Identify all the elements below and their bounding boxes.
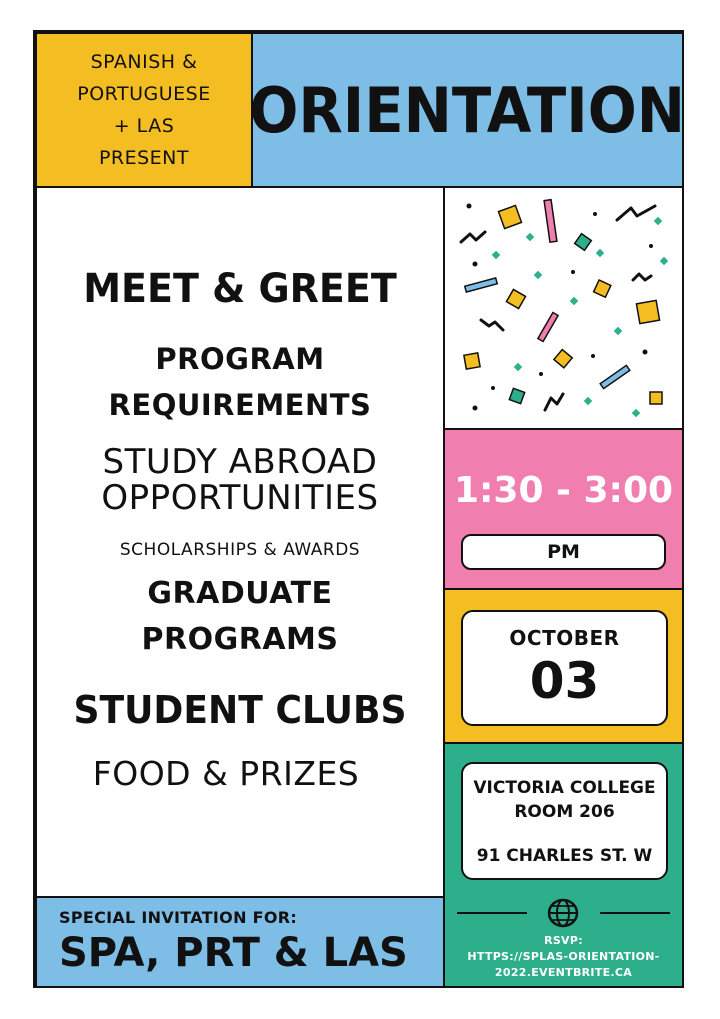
date-block [443,588,684,744]
time-block [443,428,684,590]
agenda-program-requirements-1: PROGRAM [155,342,325,376]
presenters-line: PORTUGUESE [77,83,211,105]
invitation-label: SPECIAL INVITATION FOR: [59,908,298,927]
rsvp-area [445,892,682,982]
location-room: ROOM 206 [514,802,615,822]
poster-title: ORIENTATION [249,73,686,147]
agenda-graduate-1: GRADUATE [147,576,333,611]
event-poster [33,30,684,988]
title-block [251,32,684,188]
presenters-line: + LAS [113,115,175,137]
presenters-text [77,46,210,174]
confetti-panel [443,186,684,430]
agenda-student-clubs: STUDENT CLUBS [73,688,407,732]
invitation-block [35,896,445,988]
agenda-study-abroad-1: STUDY ABROAD [102,442,378,482]
invitation-programs: SPA, PRT & LAS [59,930,408,976]
confetti-graphic [445,188,682,428]
date-box [461,610,668,726]
agenda-meet-greet: MEET & GREET [83,266,397,312]
location-address: 91 CHARLES ST. W [476,846,653,866]
rsvp-divider-right [600,912,670,914]
location-building: VICTORIA COLLEGE [473,778,656,798]
presenters-block [35,32,253,188]
date-day: 03 [529,652,600,710]
time-range: 1:30 - 3:00 [453,470,674,511]
time-period: PM [547,541,580,563]
agenda-program-requirements-2: REQUIREMENTS [108,388,372,422]
globe-icon [547,898,579,928]
rsvp-divider-left [457,912,527,914]
agenda-study-abroad-2: OPPORTUNITIES [101,478,379,518]
presenters-line: SPANISH & [90,51,198,73]
agenda-block [35,186,445,898]
rsvp-label: RSVP: [544,934,583,947]
time-period-box [461,534,666,570]
agenda-scholarships: SCHOLARSHIPS & AWARDS [119,540,361,560]
presenters-line: PRESENT [98,147,190,169]
rsvp-url-line2[interactable]: 2022.EVENTBRITE.CA [494,966,633,979]
rsvp-url-line1[interactable]: HTTPS://SPLAS-ORIENTATION- [467,950,660,963]
agenda-food-prizes: FOOD & PRIZES [92,754,360,793]
location-block [443,742,684,988]
date-month: OCTOBER [509,626,620,650]
agenda-graduate-2: PROGRAMS [141,622,339,657]
location-box [461,762,668,880]
